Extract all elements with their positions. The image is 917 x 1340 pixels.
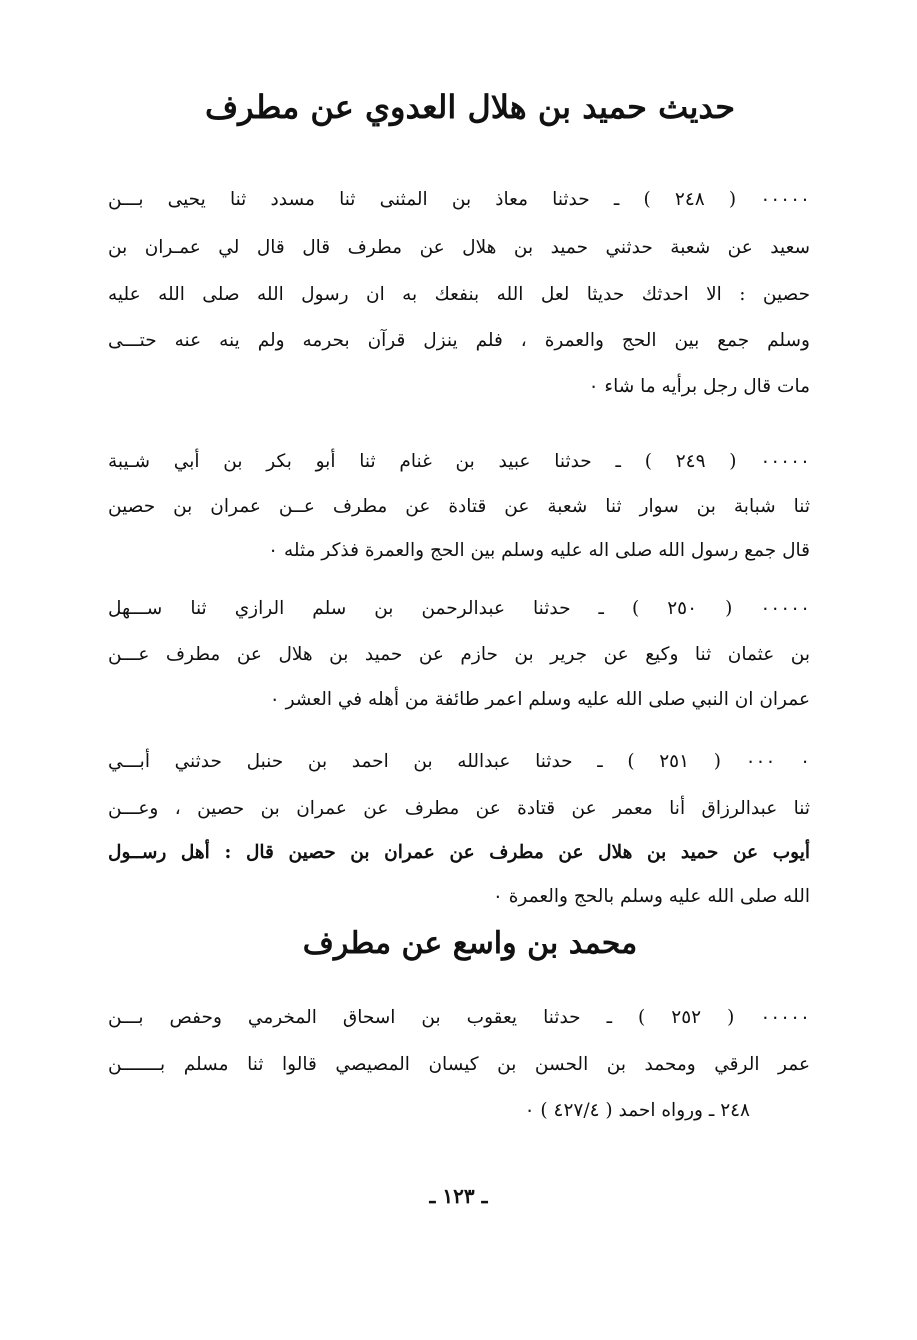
text-line: عمران ان النبي صلى الله عليه وسلم اعمر طائفة من أهله في العشر ٠	[269, 689, 810, 710]
text-line: بن عثمان ثنا وكيع عن جرير بن حازم عن حميد بن هلال عن مطرف عـــن	[108, 644, 810, 665]
text-line: ٠٠٠٠٠ ( ٢٤٩ ) ـ حدثنا عبيد بن غنام ثنا أبو بكر بن أبي شـيبة	[108, 451, 810, 472]
text-line: ٠٠٠٠٠ ( ٢٤٨ ) ـ حدثنا معاذ بن المثنى ثنا مسدد ثنا يحيى بـــن	[108, 189, 810, 210]
text-line: ٠ ٠٠٠ ( ٢٥١ ) ـ حدثنا عبدالله بن احمد بن حنبل حدثني أبـــي	[108, 751, 810, 772]
section-heading-muhammad-ibn-wasi: محمد بن واسع عن مطرف	[302, 926, 638, 961]
text-line: عمر الرقي ومحمد بن الحسن بن كيسان المصيصي قالوا ثنا مسلم بـــــــن	[108, 1054, 810, 1075]
page-number: ـ ١٢٣ ـ	[429, 1184, 488, 1208]
text-line: وسلم جمع بين الحج والعمرة ، فلم ينزل قرآن بحرمه ولم ينه عنه حتـــى	[108, 330, 810, 351]
text-line: ثنا شبابة بن سوار ثنا شعبة عن قتادة عن مطرف عــن عمران بن حصين	[108, 496, 810, 517]
text-line: مات قال رجل برأيه ما شاء ٠	[588, 376, 810, 397]
text-line: ٠٠٠٠٠ ( ٢٥٢ ) ـ حدثنا يعقوب بن اسحاق المخرمي وحفص بـــن	[108, 1007, 810, 1028]
text-line: قال جمع رسول الله صلى اله عليه وسلم بين الحج والعمرة فذكر مثله ٠	[268, 540, 810, 561]
text-line: حصين : الا احدثك حديثا لعل الله بنفعك به ان رسول الله صلى الله عليه	[108, 284, 810, 305]
text-line: أيوب عن حميد بن هلال عن مطرف عن عمران بن حصين قال : أهل رســول	[108, 842, 810, 863]
text-line: ٠٠٠٠٠ ( ٢٥٠ ) ـ حدثنا عبدالرحمن بن سلم الرازي ثنا ســـهل	[108, 598, 810, 619]
text-line: ثنا عبدالرزاق أنا معمر عن قتادة عن مطرف عن عمران بن حصين ، وعـــن	[108, 798, 810, 819]
section-heading-humaid: حديث حميد بن هلال العدوي عن مطرف	[204, 88, 735, 126]
text-line: سعيد عن شعبة حدثني حميد بن هلال عن مطرف قال قال لي عمـران بن	[108, 237, 810, 258]
text-line: الله صلى الله عليه وسلم بالحج والعمرة ٠	[492, 886, 810, 907]
footnote: ٢٤٨ ـ ورواه احمد ( ٤٢٧/٤ ) ٠	[524, 1100, 750, 1121]
